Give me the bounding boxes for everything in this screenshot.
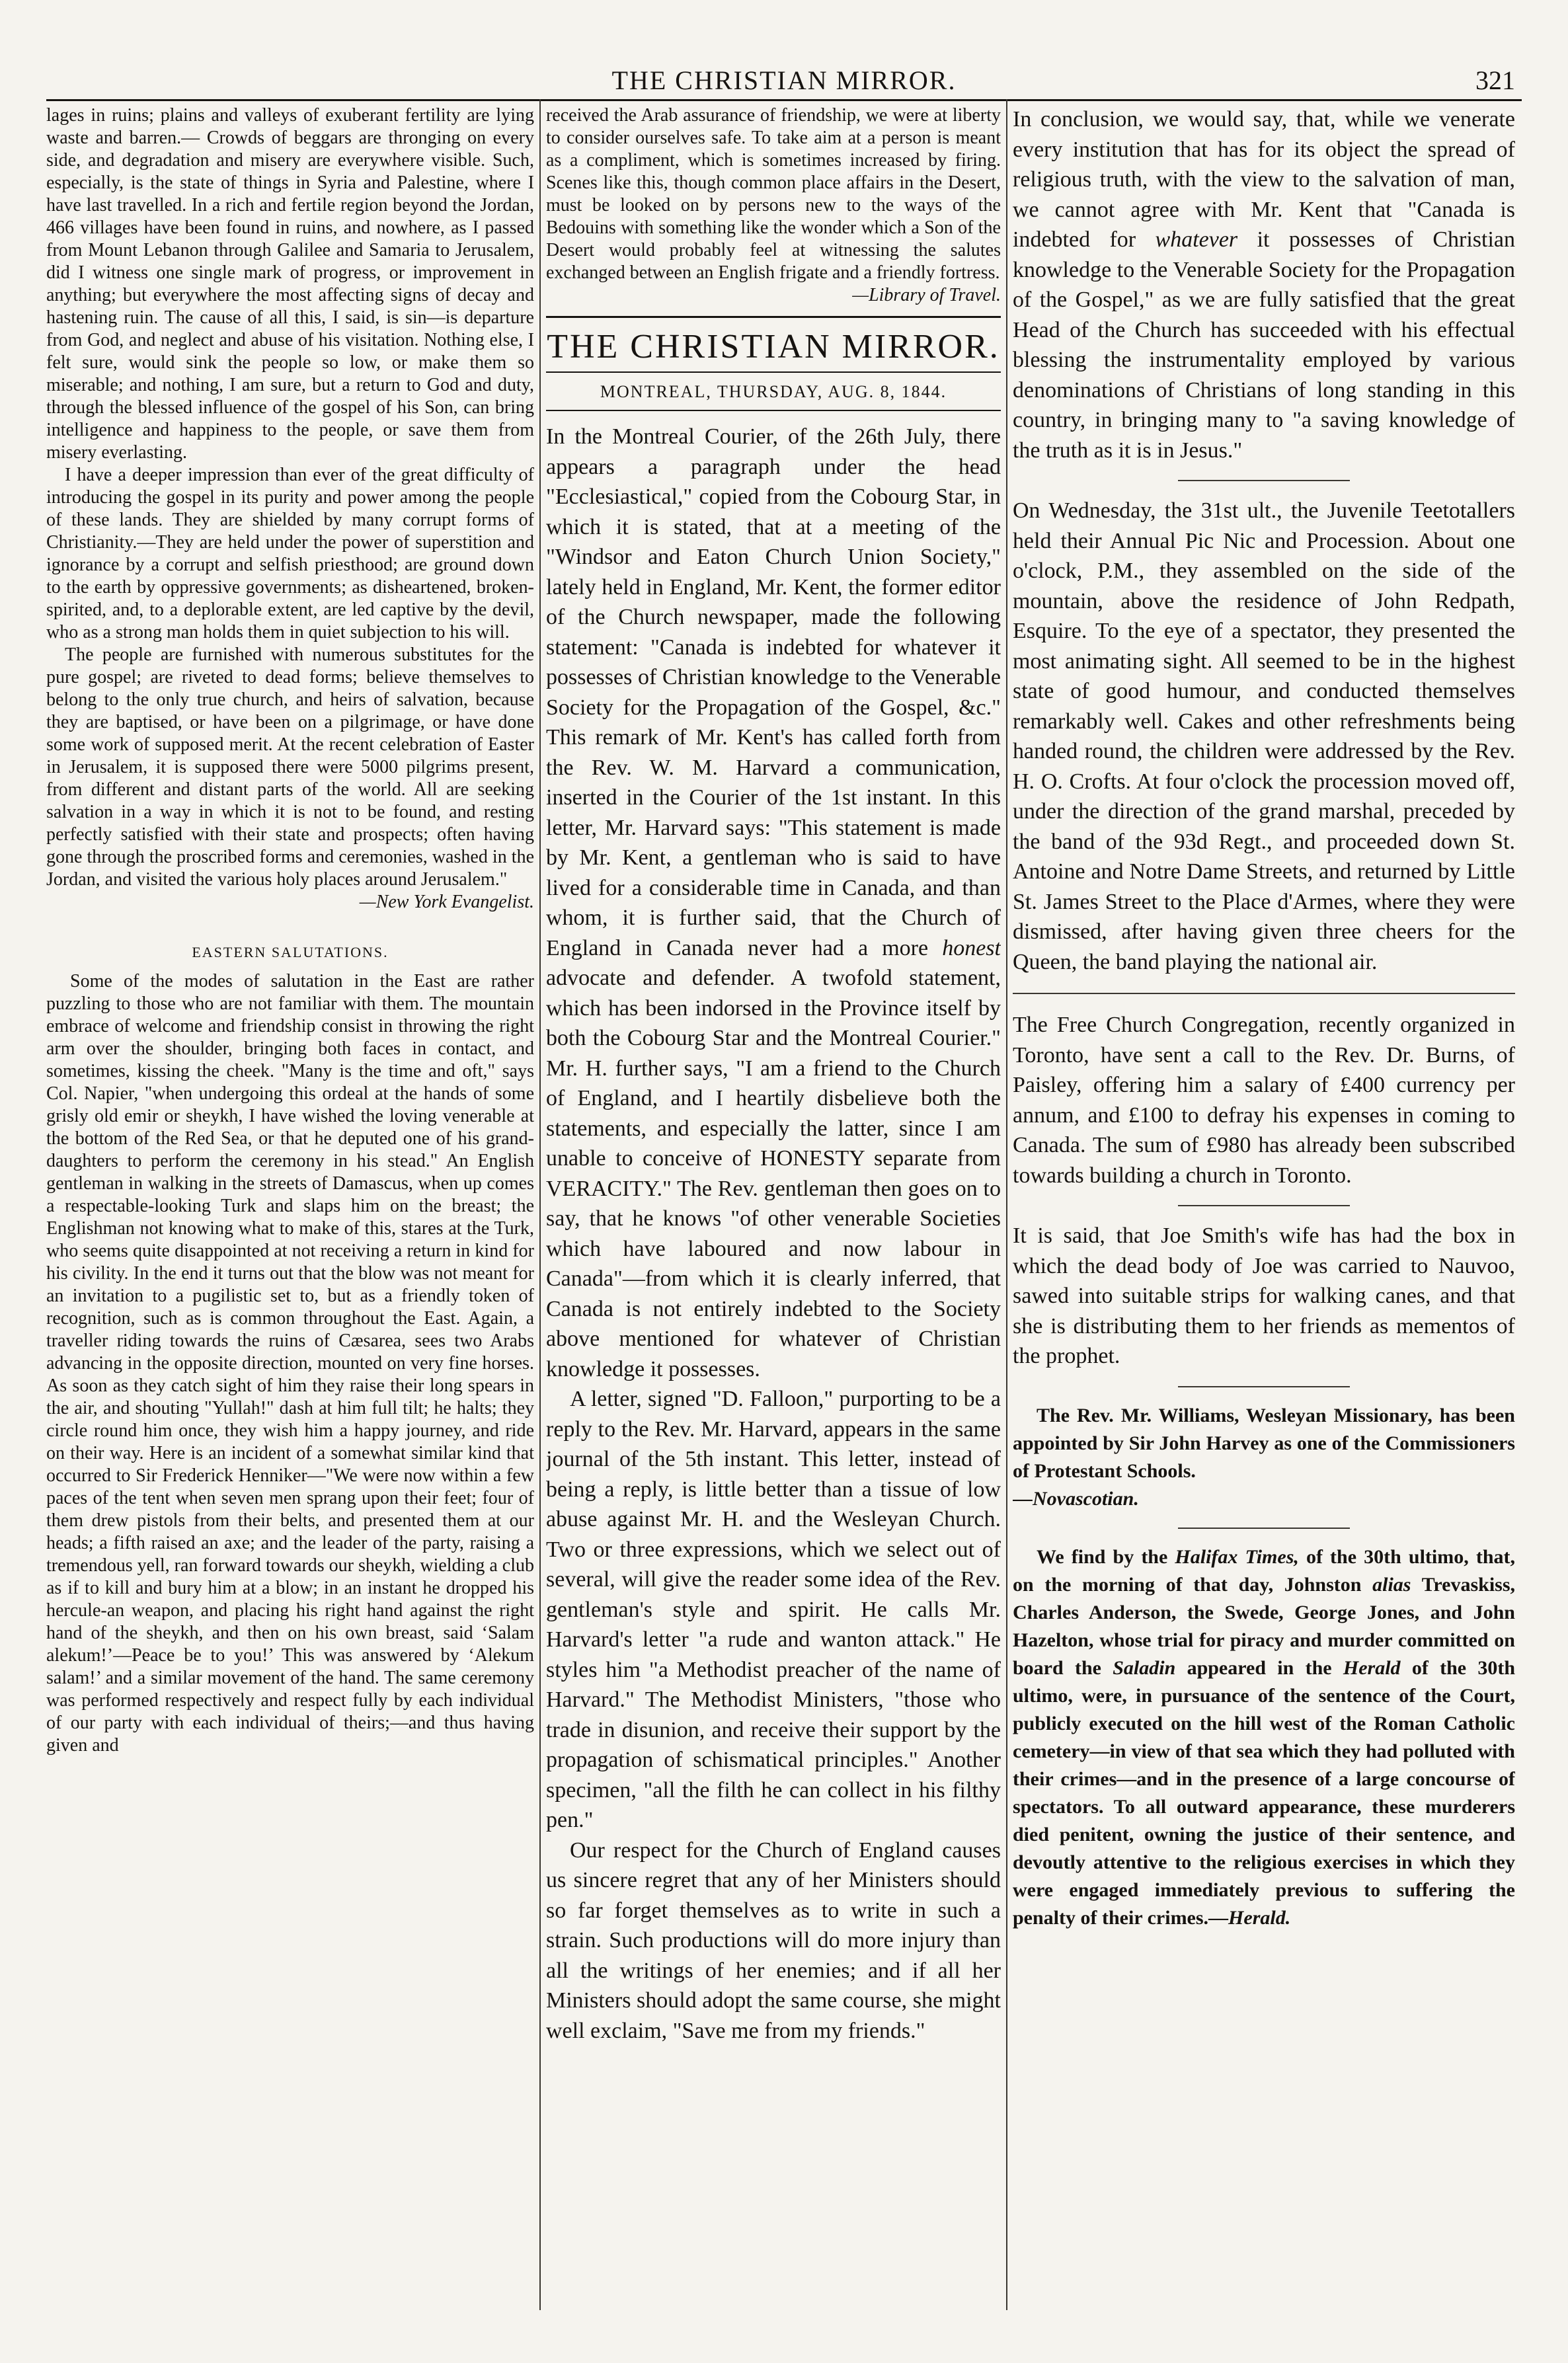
editorial-text: advocate and defender. A twofold statement, which has been indorsed in the Province itself by both the Cobourg Star and the Montreal Courier." Mr. H. further says, "I am a friend to the Church of England, and I heartily disbelieve both the statements, and especially the latter, since I am unable to conceive of HONESTY separate from VERACITY." The Rev. gentleman then goes on to say, that he knows "of other venerable Societies which have laboured and now labour in Canada"—from which it is clearly inferred, that Canada is not entirely indebted to the Society above mentioned for whatever of Christian knowledge it possesses. <box>546 966 1001 1381</box>
emphasis-text: honest <box>942 935 1001 960</box>
news-item-free-church: The Free Church Congregation, recently organized in Toronto, have sent a call to the Rev. Dr. Burns, of Paisley, offering him a salary of £400 currency per annum, and £100 to defray his expenses in coming to Canada. The sum of £980 has already been subscribed towards building a church in Toronto. <box>1013 1013 1515 1188</box>
article-paragraph: The people are furnished with numerous substitutes for the pure gospel; are riveted to dead forms; believe themselves to belong to the only true church, and heirs of salvation, because they are baptised, or have been on a pilgrimage, or have done some work of supposed merit. At the recent celebration of Easter in Jerusalem, it is supposed there were 5000 pilgrims present, from different and distant parts of the world. All are seeking salvation in a way in which it is not to be found, and resting perfectly satisfied with their state and prospects; often having gone through the proscribed forms and ceremonies, washed in the Jordan, and visited the various holy places around Jerusalem." <box>46 644 534 890</box>
article-continuation <box>546 104 1001 307</box>
page-number: 321 <box>1475 65 1515 95</box>
news-item-joe-smith: It is said, that Joe Smith's wife has had the box in which the dead body of Joe was carried to Nauvoo, sawed into suitable strips for walking canes, and that she is distributing them to her friends as mementos of the prophet. <box>1013 1223 1515 1368</box>
editorial-text: In the Montreal Courier, of the 26th July, there appears a paragraph under the head "Ecclesiastical," copied from the Cobourg Star, in which it is stated, that at a meeting of the "Windsor and Eaton Church Union Society," lately held in England, Mr. Kent, the former editor of the Church newspaper, made the following statement: "Canada is indebted for whatever it possesses of Christian knowledge to the Venerable Society for the Propagation of the Gospel, &c." This remark of Mr. Kent's has called forth from the Rev. W. M. Harvard a communication, inserted in the Courier of the 1st instant. In this letter, Mr. Harvard says: "This statement is made by Mr. Kent, a gentleman who is said to have lived for a considerable time in Canada, and than whom, it is further said, that the Church of England in Canada never had a more <box>546 424 1001 960</box>
dateline: MONTREAL, THURSDAY, AUG. 8, 1844. <box>600 382 947 401</box>
article-source: —Library of Travel. <box>852 285 1001 305</box>
header-rule <box>46 99 1522 101</box>
short-rule <box>1178 1528 1350 1529</box>
running-head <box>46 65 1522 104</box>
masthead-title: THE CHRISTIAN MIRROR. <box>547 328 1000 366</box>
article-source: —New York Evangelist. <box>359 892 534 912</box>
short-rule <box>1178 480 1350 481</box>
emphasis-text: Herald <box>1343 1656 1401 1679</box>
news-text: The Rev. Mr. Williams, Wesleyan Missionary, has been appointed by Sir John Harvey as one of the Commissioners of Protestant Schools. <box>1013 1404 1515 1482</box>
news-text: of the 30th ultimo, that, on the morning of that day, Johnston <box>1013 1545 1515 1596</box>
masthead-rule <box>546 316 1001 318</box>
news-text: appeared in the <box>1187 1656 1332 1679</box>
article-source: Herald. <box>1228 1906 1291 1929</box>
short-rule <box>1178 1386 1350 1387</box>
masthead-rule <box>546 371 1001 373</box>
section-heading-eastern-salutations: EASTERN SALUTATIONS. <box>192 944 389 960</box>
article-paragraph: lages in ruins; plains and valleys of exuberant fertility are lying waste and barren.— Crowds of beggars are thronging on every side, and degradation and misery are everywhere visible. Such, especially, is the state of things in Syria and Palestine, where I have last travelled. In a rich and fertile region beyond the Jordan, 466 villages have been found in ruins, and nowhere, as I passed from Mount Lebanon through Galilee and Samaria to Jerusalem, did I witness one single mark of progress, or improvement in anything; but everywhere the most affecting signs of decay and hastening ruin. The cause of all this, I said, is sin—is departure from God, and neglect and abuse of his visitation. Nothing else, I felt sure, would sink the people so low, or make them so miserable; and nothing, I am sure, but a return to God and duty, through the blessed influence of the gospel of his Son, can bring intelligence and happiness to the people, or save them from misery everlasting. <box>46 105 534 463</box>
editorial-text: it possesses of Christian knowledge to the Venerable Society for the Propagation of the Gospel," as we are fully satisfied that the great Head of the Church has succeeded with his effectual blessing the instrumentality employed by various denominations of Christians of long standing in this country, in bringing many to "a saving knowledge of the truth as it is in Jesus." <box>1013 227 1515 463</box>
column-separator <box>1006 99 1007 2310</box>
article-paragraph: Some of the modes of salutation in the East are rather puzzling to those who are not familiar with them. The mountain embrace of welcome and friendship consist in throwing the right arm over the shoulder, bringing both faces in contact, and sometimes, kissing the cheek. "Many is the time and oft," says Col. Napier, "when undergoing this ordeal at the hands of some grisly old emir or sheykh, I have wished the loving venerable at the bottom of the Red Sea, or that he deputed one of his grand-daughters to perform the ceremony in his stead." An English gentleman in walking in the streets of Damascus, when up comes a respectable-looking Turk and slaps him on the breast; the Englishman not knowing what to make of this, stares at the Turk, who seems quite disappointed at not receiving a return in kind for his civility. In the end it turns out that the blow was not meant for an invitation to a pugilistic set to, but as a friendly token of recognition, such as is common throughout the East. Again, a traveller riding towards the ruins of Cæsarea, sees two Arabs advancing in the opposite direction, mounted on very fine horses. As soon as they catch sight of him they raise their long spears in the air, and shouting "Yullah!" dash at him full tilt; he halts; they circle round him once, they wish him a happy journey, and ride on their way. Here is an incident of a somewhat similar kind that occurred to Sir Frederick Henniker—"We were now within a few paces of the tent when seven men sprang upon their feet; four of them drew pistols from their belts, and presented them at our heads; a fifth raised an axe; and the leader of the party, raising a tremendous yell, ran forward towards our sheykh, wielding a club as if to kill and bury him at a blow; in an instant he dropped his hercule-an weapon, and placing his right hand against the right hand of the sheykh, and then on his own breast, said ‘Salam alekum!’—Peace be to you!’ This was answered by ‘Alekum salam!’ and a similar movement of the hand. The same ceremony was performed respectively and respect fully by each individual of our party with each individual of theirs;—and thus having given and <box>46 971 534 1756</box>
emphasis-text: Halifax Times, <box>1175 1545 1299 1568</box>
article-paragraph: I have a deeper impression than ever of the great difficulty of introducing the gospel in its purity and power among the people of these lands. They are shielded by many corrupt forms of Christianity.—They are held under the power of superstition and ignorance by a corrupt and selfish priesthood; are ground down to the earth by oppressive governments; as disheartened, broken-spirited, and, to a deplorable extent, are led captive by the devil, who as a strong man holds them in quiet subjection to his will. <box>46 465 534 642</box>
emphasis-text: whatever <box>1155 227 1238 252</box>
news-item-williams <box>1013 1402 1515 1513</box>
running-title: THE CHRISTIAN MIRROR. <box>611 65 957 95</box>
emphasis-text: Saladin <box>1113 1656 1176 1679</box>
news-text: We find by the <box>1037 1545 1168 1568</box>
column-one <box>46 104 534 2310</box>
news-text: Trevaskiss, Charles Anderson, the Swede, George Jones, and John Hazelton, whose trial for piracy and murder committed on board the <box>1013 1573 1515 1679</box>
editorial-paragraph: A letter, signed "D. Falloon," purporting to be a reply to the Rev. Mr. Harvard, appears in the same journal of the 5th instant. This letter, instead of being a reply, is little better than a tissue of low abuse against Mr. H. and the Wesleyan Church. Two or three expressions, which we select out of several, will give the reader some idea of the Rev. gentleman's style and spirit. He calls Mr. Harvard's letter "a rude and wanton attack." He styles him "a Methodist preacher of the name of Harvard." The Methodist Ministers, "those who trade in disunion, and receive their support by the propagation of schismatical principles." Another specimen, "all the filth he can collect in his filthy pen." <box>546 1387 1001 1832</box>
article-paragraph: received the Arab assurance of friendship, we were at liberty to consider ourselves safe. To take aim at a person is meant as a compliment, which is sometimes increased by firing. Scenes like this, though common place affairs in the Desert, must be looked on by persons new to the ways of the Bedouins with something like the wonder which a Son of the Desert would probably feel at witnessing the salutes exchanged between an English frigate and a friendly fortress. <box>546 105 1001 283</box>
editorial-paragraph <box>546 422 1001 1384</box>
editorial <box>546 422 1001 2046</box>
column-two <box>546 104 1001 2310</box>
news-item-execution <box>1013 1543 1515 1932</box>
news-item-teetotallers: On Wednesday, the 31st ult., the Juvenile Teetotallers held their Annual Pic Nic and Procession. About one o'clock, P.M., they assembled on the side of the mountain, above the residence of John Redpath, Esquire. To the eye of a spectator, they presented the most animating sight. All seemed to be in the highest state of good humour, and conducted themselves remarkably well. Cakes and other refreshments being handed round, the children were addressed by the Rev. H. O. Crofts. At four o'clock the procession moved off, under the direction of the grand marshal, preceded by the band of the 93d Regt., and proceeded down St. Antoine and Notre Dame Streets, and returned by Little St. James Street to the Place d'Armes, where they were dismissed, after having given three cheers for the Queen, the band playing the national air. <box>1013 498 1515 974</box>
news-text: of the 30th ultimo, were, in pursuance of the sentence of the Court, publicly executed on the hill west of the Roman Catholic cemetery—in view of that sea which they had polluted with their crimes—and in the presence of a large concourse of spectators. To all outward appearance, these murderers died penitent, owning the justice of their sentence, and devoutly attentive to the religious exercises in which they were engaged immediately previous to suffering the penalty of their crimes.— <box>1013 1656 1515 1929</box>
emphasis-text: alias <box>1372 1573 1411 1596</box>
article-source: —Novascotian. <box>1013 1487 1139 1510</box>
short-rule <box>1178 1205 1350 1206</box>
column-three <box>1013 104 1515 2310</box>
editorial-paragraph <box>1013 104 1515 465</box>
masthead-rule <box>546 410 1001 411</box>
editorial-paragraph: Our respect for the Church of England causes us sincere regret that any of her Ministers should so far forget themselves as to write in such a strain. Such productions will do more injury than all the writings of her enemies; and if all her Ministers should adopt the same course, she might well exclaim, "Save me from my friends." <box>546 1838 1001 2043</box>
rule <box>1013 993 1515 994</box>
column-separator <box>539 99 541 2310</box>
editorial-text: In conclusion, we would say, that, while we venerate every institution that has for its object the spread of religious truth, with the view to the salvation of man, we cannot agree with Mr. Kent that "Canada is indebted for <box>1013 107 1515 252</box>
